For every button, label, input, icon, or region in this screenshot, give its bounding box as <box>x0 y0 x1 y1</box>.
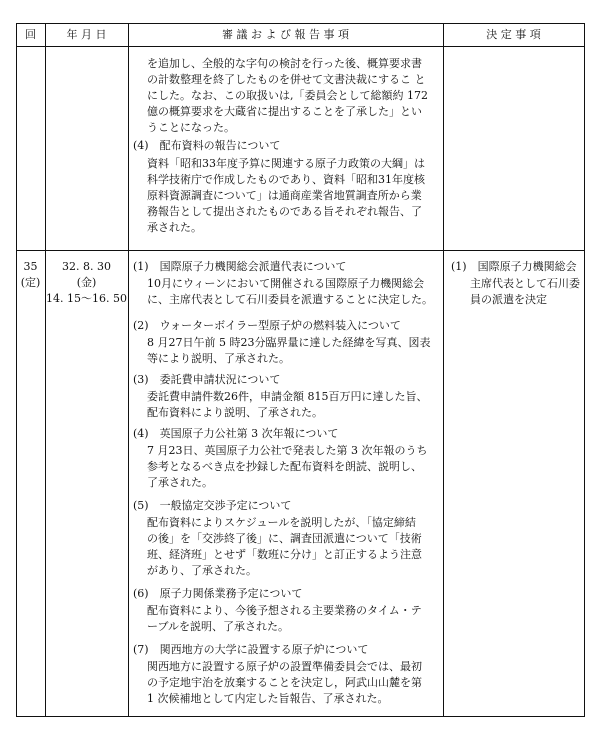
decision-heading: (1) 国際原子力機関総会 <box>451 260 577 273</box>
item-heading: (7) 関西地方の大学に設置する原子炉について <box>133 643 369 656</box>
item-heading: (4) 英国原子力公社第 3 次年報について <box>133 427 339 440</box>
text-line: 科学技術庁で作成したものであり、資料「昭和31年度核 <box>147 173 425 186</box>
text-line: 10月にウィーンにおいて開催される国際原子力機関総会 <box>147 277 425 290</box>
text-line: 参考となるべき点を抄録した配布資料を朗読、説明し、 <box>147 460 422 473</box>
text-line: 承された。 <box>147 221 202 234</box>
text-line: があり、了承された。 <box>147 564 257 577</box>
item-heading: (5) 一般協定交渉予定について <box>133 499 292 512</box>
text-line: 資料「昭和33年度予算に関連する原子力政策の大綱」は <box>147 157 425 170</box>
text-line: 億の概算要求を大蔵省に提出することを了承した」とい <box>147 105 422 118</box>
decision-line: 主席代表として石川委 <box>470 277 580 290</box>
text-line: 関西地方に設置する原子炉の設置準備委員会では、最初 <box>147 660 422 673</box>
item-heading: (4) 配布資料の報告について <box>133 139 281 152</box>
text-line: 配布資料によりスケジュールを説明したが、「協定締結 <box>147 516 416 529</box>
header-kai: 回 <box>25 28 36 41</box>
item-heading: (6) 原子力関係業務予定について <box>133 587 303 600</box>
header-decision: 決 定 事 項 <box>486 28 541 41</box>
text-line: うことになった。 <box>147 121 235 134</box>
row-weekday: (金) <box>76 276 97 289</box>
header-deliberation: 審 議 お よ び 報 告 事 項 <box>222 28 349 41</box>
decision-line: 員の派遣を決定 <box>470 293 547 306</box>
text-line: 務報告として提出されたものである旨それぞれ報告、了 <box>147 205 422 218</box>
text-line: ーブルを説明、了承された。 <box>147 620 290 633</box>
text-line: 配布資料により、今後予想される主要業務のタイム・テ <box>147 604 422 617</box>
text-line: 原料資源調査について」は通商産業省地質調査所から業 <box>147 189 422 202</box>
row-kai-type: (定) <box>20 276 41 289</box>
column-divider-matters <box>443 23 444 717</box>
row-separator-rule <box>16 250 585 251</box>
text-line: の予定地宇治を放棄することを決定し，阿武山山麓を第 <box>147 676 422 689</box>
table-right-border <box>584 23 585 717</box>
text-line: の計数整理を終了したものを併せて文書決裁にするこ と <box>147 73 426 86</box>
table-left-border <box>16 23 17 717</box>
item-heading: (3) 委託費申請状況について <box>133 373 281 386</box>
header-bottom-rule <box>16 46 585 47</box>
table-bottom-border <box>16 716 585 717</box>
text-line: を追加し、全般的な字句の検討を行った後、概算要求書 <box>147 57 422 70</box>
text-line: に、主席代表として石川委員を派遣することに決定した。 <box>147 293 433 306</box>
item-heading: (1) 国際原子力機関総会派遣代表について <box>133 260 347 273</box>
text-line: 1 次候補地として内定した旨報告、了承された。 <box>147 692 389 705</box>
text-line: 7 月23日、英国原子力公社で発表した第 3 次年報のうち <box>147 444 428 457</box>
row-date: 32. 8. 30 <box>62 260 111 273</box>
text-line: にした。なお、この取扱いは,「委員会として総額約 172 <box>147 89 428 102</box>
row-kai-number: 35 <box>23 260 38 273</box>
text-line: 8 月27日午前 5 時23分臨界量に達した経緯を写真、図表 <box>147 336 431 349</box>
text-line: の後」を「交渉終了後」に、調査団派遣について「技術 <box>147 532 422 545</box>
text-line: 委託費申請件数26件，申請金額 815百万円に達した旨、 <box>147 390 428 403</box>
text-line: 等により説明、了承された。 <box>147 352 290 365</box>
text-line: 配布資料により説明、了承された。 <box>147 406 323 419</box>
text-line: 了承された。 <box>147 476 213 489</box>
column-divider-date <box>128 23 129 717</box>
item-heading: (2) ウォーターボイラー型原子炉の燃料装入について <box>133 319 401 332</box>
header-date: 年 月 日 <box>66 28 107 41</box>
column-divider-kai <box>45 23 46 717</box>
text-line: 班、経済班」とせず「数班に分け」と訂正するよう注意 <box>147 548 422 561</box>
row-time: 14. 15〜16. 50 <box>46 292 127 305</box>
